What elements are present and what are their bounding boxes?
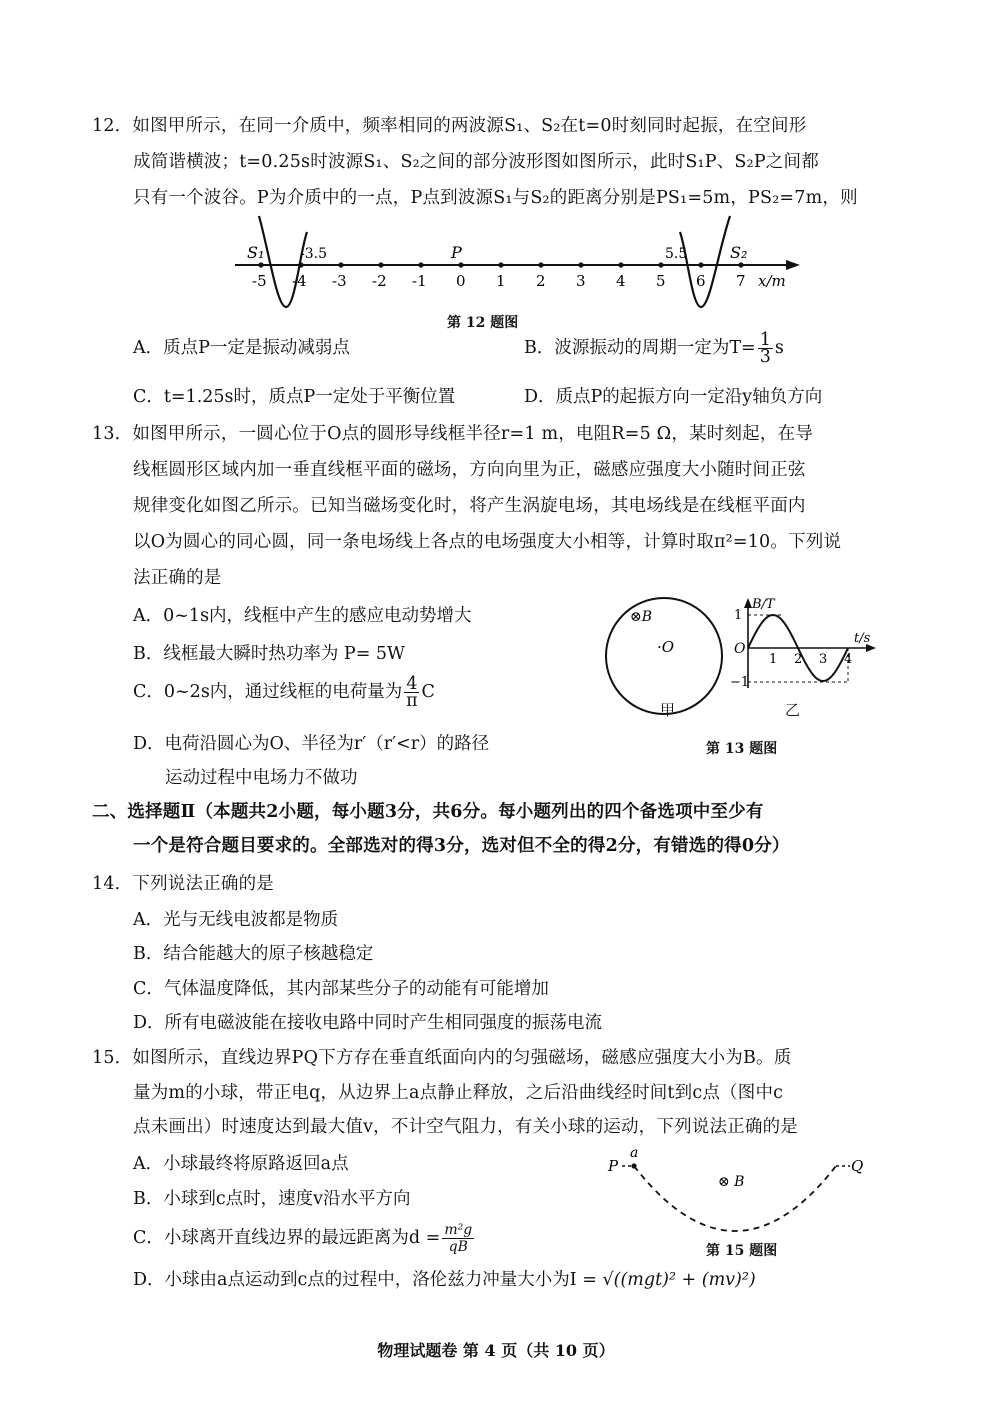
q13-graph-ylabel: B/T: [752, 597, 775, 612]
q12-tick-label: 1: [496, 272, 506, 290]
q15-option-b: B．小球到c点时，速度v沿水平方向: [133, 1189, 411, 1209]
q12-label-p: P: [451, 243, 462, 262]
q14-stem: 14．下列说法正确的是: [92, 874, 274, 894]
q12-stem-line2: 成简谐横波；t=0.25s时波源S₁、S₂之间的部分波形图如图所示，此时S₁P、S₂P之间都: [133, 152, 819, 172]
q12-tick-label: -2: [372, 272, 387, 290]
q13-bt-graph: [730, 596, 880, 696]
q12-label-s2: S₂: [730, 243, 748, 262]
q13-graph-origin: O: [734, 641, 746, 657]
q15-stem-line3: 点未画出）时速度达到最大值v，不计空气阻力，有关小球的运动，下列说法正确的是: [133, 1117, 798, 1137]
q12-tick-dot: [418, 262, 423, 267]
q13-option-a: A．0~1s内，线框中产生的感应电动势增大: [133, 606, 472, 626]
q14-option-d: D．所有电磁波能在接收电路中同时产生相同强度的振荡电流: [133, 1013, 603, 1033]
q15-impulse-formula: √((mgt)² + (mv)²): [602, 1270, 756, 1290]
q12-tick-label: 4: [616, 272, 626, 290]
q12-tick-dot: [458, 262, 463, 267]
q12-tick-dot: [258, 262, 263, 267]
q12-tick-label: 7: [736, 272, 746, 290]
q15-trajectory-figure: [600, 1146, 880, 1238]
q12-axis-unit: x/m: [758, 272, 786, 290]
q15-label-q: Q: [851, 1157, 864, 1175]
q12-tick-dot: [498, 262, 503, 267]
q12-tick-label: 5: [656, 272, 666, 290]
q13-figure-yi: 乙: [785, 701, 801, 719]
q13-graph-xlabel: t/s: [854, 631, 871, 646]
section2-heading-line2: 一个是符合题目要求的。全部选对的得3分，选对但不全的得2分，有错选的得0分）: [133, 836, 790, 856]
q13-option-c: C．0~2s内，通过线框的电荷量为 $\frac{4}{\pi}$ C: [133, 674, 435, 711]
q15-stem-line2: 量为m的小球，带正电q，从边界上a点静止释放，之后沿曲线经时间t到c点（图中c: [133, 1083, 784, 1103]
q15-option-a: A．小球最终将原路返回a点: [133, 1154, 349, 1174]
q13-stem-line5: 法正确的是: [133, 568, 222, 588]
q13-figure-jia: 甲: [660, 701, 676, 719]
q15-field-label: ⊗ B: [718, 1174, 745, 1190]
q15-stem-line1: 15．如图所示，直线边界PQ下方存在垂直纸面向内的匀强磁场，磁感应强度大小为B。质: [92, 1048, 792, 1068]
section2-heading-line1: 二、选择题Ⅱ（本题共2小题，每小题3分，共6分。每小题列出的四个备选项中至少有: [92, 802, 764, 822]
q12-wave-figure: [225, 212, 815, 322]
q13-graph-tick-label: 2: [794, 652, 803, 667]
q12-stem-line1: 12．如图甲所示，在同一介质中，频率相同的两波源S₁、S₂在t=0时刻同时起振，在空间形: [92, 116, 807, 136]
q15-option-c: C．小球离开直线边界的最远距离为d = $\frac{\text{m²g}}{qB}$: [133, 1222, 473, 1255]
q13-graph-tick-label: 1: [769, 652, 778, 667]
q13-graph-tick-label: 3: [819, 652, 828, 667]
q12-label-s1: S₁: [247, 243, 265, 262]
q12-stem-line3: 只有一个波谷。P为介质中的一点，P点到波源S₁与S₂的距离分别是PS₁=5m，PS₂=7m，则: [133, 188, 858, 208]
q12-label-55: 5.5: [665, 246, 688, 262]
q13-stem-line4: 以O为圆心的同心圆，同一条电场线上各点的电场强度大小相等，计算时取π²=10。下列说: [133, 532, 842, 552]
q12-tick-dot: [738, 262, 743, 267]
q12-tick-label: 2: [536, 272, 546, 290]
q12-tick-label: 3: [576, 272, 586, 290]
q13-stem-line2: 线框圆形区域内加一垂直线框平面的磁场，方向向里为正，磁感应强度大小随时间正弦: [133, 460, 806, 480]
q12-tick-dot: [658, 262, 663, 267]
q13-stem-line1: 13．如图甲所示，一圆心位于O点的圆形导线框半径r=1 m，电阻R=5 Ω，某时刻起，在导: [92, 424, 813, 444]
page-footer: 物理试题卷 第 4 页（共 10 页）: [377, 1341, 615, 1360]
q13-caption: 第 13 题图: [706, 741, 778, 757]
q13-field-label: ⊗B: [630, 609, 653, 625]
q14-option-c: C．气体温度降低，其内部某些分子的动能有可能增加: [133, 979, 549, 999]
q12-tick-dot: [578, 262, 583, 267]
q12-option-a: A．质点P一定是振动减弱点: [133, 338, 350, 358]
q13-option-d-line2: 运动过程中电场力不做功: [165, 768, 358, 788]
q12-caption: 第 12 题图: [447, 315, 519, 331]
q12-tick-dot: [298, 262, 303, 267]
q12-tick-dot: [338, 262, 343, 267]
q15-option-d: D．小球由a点运动到c点的过程中，洛伦兹力冲量大小为I = √((mgt)² + (mv)²): [133, 1270, 756, 1290]
q12-tick-label: -1: [412, 272, 427, 290]
q12-tick-label: 0: [456, 272, 466, 290]
q12-option-c: C．t=1.25s时，质点P一定处于平衡位置: [133, 387, 456, 407]
q15-label-p: P: [608, 1157, 619, 1175]
q13-center-label: ·O: [657, 638, 675, 656]
q12-tick-label: -4: [292, 272, 307, 290]
q13-graph-y1: 1: [734, 608, 743, 623]
q12-tick-dot: [378, 262, 383, 267]
q12-tick-dot: [538, 262, 543, 267]
q12-tick-label: -3: [332, 272, 347, 290]
q12-option-d: D．质点P的起振方向一定沿y轴负方向: [524, 387, 823, 407]
q15-label-a: a: [630, 1146, 639, 1161]
q13-option-d-line1: D．电荷沿圆心为O、半径为r′（r′<r）的路径: [133, 734, 490, 754]
q14-option-b: B．结合能越大的原子核越稳定: [133, 944, 374, 964]
q15-caption: 第 15 题图: [706, 1243, 778, 1259]
q12-option-b: B．波源振动的周期一定为T= $\frac{1}{3}$ s: [524, 330, 784, 367]
q14-option-a: A．光与无线电波都是物质: [133, 910, 339, 930]
q13-stem-line3: 规律变化如图乙所示。已知当磁场变化时，将产生涡旋电场，其电场线是在线框平面内: [133, 496, 806, 516]
q12-tick-dot: [618, 262, 623, 267]
q12-tick-dot: [698, 262, 703, 267]
q13-option-b: B．线框最大瞬时热功率为 P= 5W: [133, 644, 406, 664]
q13-graph-yn1: −1: [730, 675, 750, 690]
q12-tick-label: 6: [696, 272, 706, 290]
q12-tick-label: -5: [252, 272, 267, 290]
q12-label-m35: -3.5: [300, 246, 327, 262]
q13-graph-tick-label: 4: [844, 652, 853, 667]
